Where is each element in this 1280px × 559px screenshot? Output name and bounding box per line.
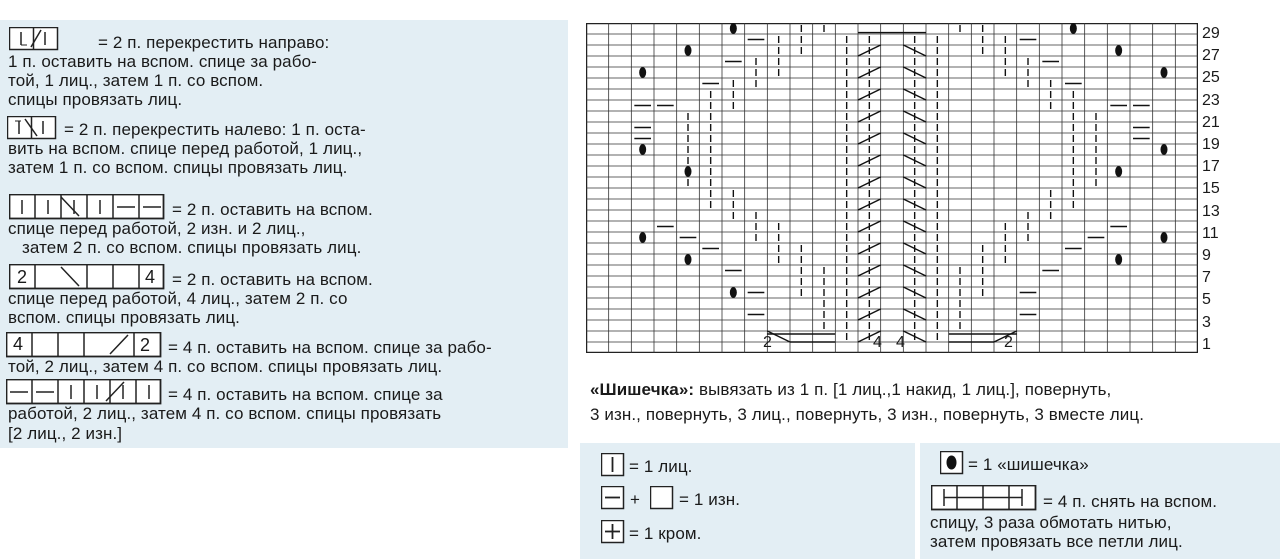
legend-knit-label: = 1 лиц. <box>629 457 693 476</box>
legend-cable-rib-line-2: работой, 2 лиц., затем 4 п. со вспом. спицы провязать <box>8 404 442 423</box>
row-number: 3 <box>1202 313 1211 331</box>
row-number: 15 <box>1202 180 1220 198</box>
legend-edge-label: = 1 кром. <box>629 524 702 543</box>
row-number: 23 <box>1202 91 1220 109</box>
legend-cable-rib-line-1: = 4 п. оставить на вспом. спице за <box>168 385 443 404</box>
legend-cross-right-line-1: = 2 п. перекрестить направо: <box>98 33 330 52</box>
chart-cable-label: 4 <box>896 334 905 351</box>
row-number: 27 <box>1202 47 1220 65</box>
legend-cross-right-line-3: той, 1 лиц., затем 1 п. со вспом. <box>8 71 264 90</box>
legend-purl-label: = 1 изн. <box>679 490 741 509</box>
knit-stitch-icon <box>601 453 625 477</box>
row-number: 5 <box>1202 291 1211 309</box>
legend-slip-line-3: затем провязать все петли лиц. <box>930 532 1183 551</box>
legend-cross-left-line-1: = 2 п. перекрестить налево: 1 п. оста- <box>64 120 366 139</box>
legend-cable-rib-line-3: [2 лиц., 2 изн.] <box>8 424 123 443</box>
cable-rib-symbol-icon <box>6 379 162 405</box>
bobble-note-line-1 <box>590 380 1111 399</box>
legend-bobble-label: = 1 «шишечка» <box>968 455 1089 474</box>
chart-cable-label: 4 <box>873 334 882 351</box>
cable-4-over-2-symbol-icon <box>6 332 162 358</box>
legend-cross-right-line-4: спицы провязать лиц. <box>8 90 183 109</box>
bobble-note-title: «Шишечка»: <box>590 380 695 399</box>
chart-cable-label: 2 <box>1004 334 1013 351</box>
cable-4-over-2-label-right: 2 <box>140 335 151 355</box>
legend-cross-left-line-2: вить на вспом. спице перед работой, 1 лиц., <box>8 139 363 158</box>
bobble-note-line-2: 3 изн., повернуть, 3 лиц., повернуть, 3 изн., повернуть, 3 вместе лиц. <box>590 405 1145 424</box>
cross-left-symbol-icon <box>7 116 57 140</box>
legend-cable-4-over-2-line-2: той, 2 лиц., затем 4 п. со вспом. спицы провязать лиц. <box>8 357 443 376</box>
legend-slip-line-1: = 4 п. снять на вспом. <box>1043 492 1218 511</box>
legend-cable-4-over-2-line-1: = 4 п. оставить на вспом. спице за рабо- <box>168 338 492 357</box>
legend-cable-2-over-4-line-2: спице перед работой, 4 лиц., затем 2 п. со <box>8 289 348 308</box>
cable-4-over-2-label-left: 4 <box>13 334 24 354</box>
cable-2-over-4-label-right: 4 <box>145 267 156 287</box>
chart-grid <box>586 23 1198 353</box>
row-number: 29 <box>1202 25 1220 42</box>
slip-wrap-symbol-icon <box>931 485 1037 511</box>
cable-2-over-4-symbol-icon <box>9 264 165 290</box>
legend-cross-left-line-3: затем 1 п. со вспом. спицы провязать лиц. <box>8 158 348 177</box>
bobble-icon <box>940 451 964 475</box>
legend-cable-2-purl-line-2: спице перед работой, 2 изн. и 2 лиц., <box>8 219 306 238</box>
legend-purl-plus: + <box>630 490 641 509</box>
chart-cable-label: 2 <box>763 334 772 351</box>
cross-right-symbol-icon <box>9 27 59 51</box>
legend-cable-2-over-4-line-1: = 2 п. оставить на вспом. <box>172 270 373 289</box>
legend-cable-2-purl-line-3: затем 2 п. со вспом. спицы провязать лиц. <box>22 238 362 257</box>
legend-cable-2-over-4-line-3: вспом. спицы провязать лиц. <box>8 308 240 327</box>
purl-stitch-icon <box>601 486 625 510</box>
cable-2-over-4-label-left: 2 <box>17 267 28 287</box>
legend-slip-line-2: спицу, 3 раза обмотать нитью, <box>930 513 1172 532</box>
cable-2-purl-symbol-icon <box>9 194 165 220</box>
row-number: 7 <box>1202 269 1211 287</box>
edge-stitch-icon <box>601 520 625 544</box>
row-number: 19 <box>1202 136 1220 153</box>
row-number: 21 <box>1202 113 1220 131</box>
empty-cell-icon <box>650 486 674 510</box>
bobble-note-text-1: вывязать из 1 п. [1 лиц.,1 накид, 1 лиц.], повернуть, <box>698 380 1112 399</box>
row-number: 11 <box>1202 224 1219 242</box>
row-number: 9 <box>1202 247 1211 264</box>
row-number: 17 <box>1202 158 1220 176</box>
row-number: 25 <box>1202 69 1220 87</box>
legend-cable-2-purl-line-1: = 2 п. оставить на вспом. <box>172 200 373 219</box>
knitting-chart <box>586 23 1198 353</box>
row-number: 1 <box>1202 335 1211 353</box>
row-number: 13 <box>1202 202 1220 220</box>
legend-cross-right-line-2: 1 п. оставить на вспом. спице за рабо- <box>8 52 317 71</box>
